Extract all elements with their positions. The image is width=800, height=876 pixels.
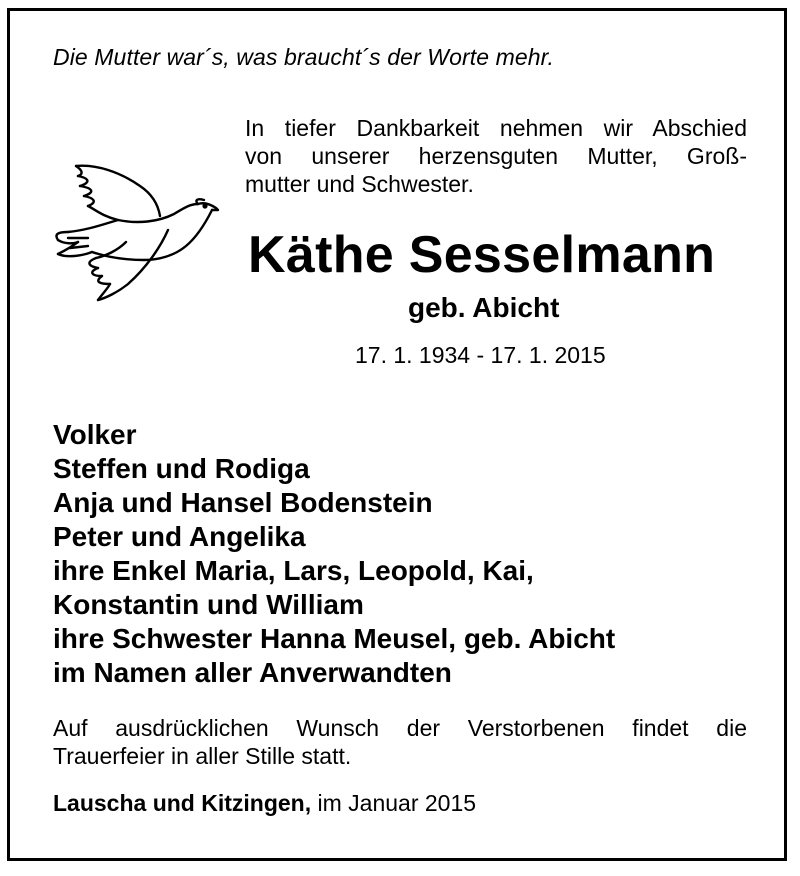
intro-text	[245, 114, 747, 198]
dove-icon	[48, 160, 223, 310]
place-and-date	[53, 790, 476, 817]
maiden-name: geb. Abicht	[408, 292, 560, 323]
mourner-line: im Namen aller Anverwandten	[53, 657, 452, 688]
place-location: Lauscha und Kitzingen,	[53, 790, 312, 816]
notice-line: Auf ausdrücklichen Wunsch der Verstorbenen findet die	[53, 715, 747, 741]
deceased-name: Käthe Sesselmann	[248, 226, 716, 284]
mourner-line: ihre Enkel Maria, Lars, Leopold, Kai,	[53, 555, 534, 586]
notice-line: Trauerfeier in aller Stille statt.	[53, 743, 352, 769]
mourner-line: Peter und Angelika	[53, 521, 306, 552]
mourner-line: Konstantin und William	[53, 589, 364, 620]
place-date: im Januar 2015	[317, 790, 477, 816]
mourners-list	[53, 418, 615, 690]
mourner-line: Anja und Hansel Bodenstein	[53, 487, 433, 518]
mourner-line: Volker	[53, 419, 137, 450]
intro-line: In tiefer Dankbarkeit nehmen wir Abschied	[245, 115, 747, 141]
intro-line: von unserer herzensguten Mutter, Groß-	[245, 143, 747, 169]
funeral-notice	[53, 714, 747, 770]
motto: Die Mutter war´s, was braucht´s der Worte mehr.	[53, 44, 555, 70]
intro-line: mutter und Schwester.	[245, 171, 474, 197]
mourner-line: ihre Schwester Hanna Meusel, geb. Abicht	[53, 623, 616, 654]
life-dates: 17. 1. 1934 - 17. 1. 2015	[355, 342, 606, 368]
mourner-line: Steffen und Rodiga	[53, 453, 310, 484]
